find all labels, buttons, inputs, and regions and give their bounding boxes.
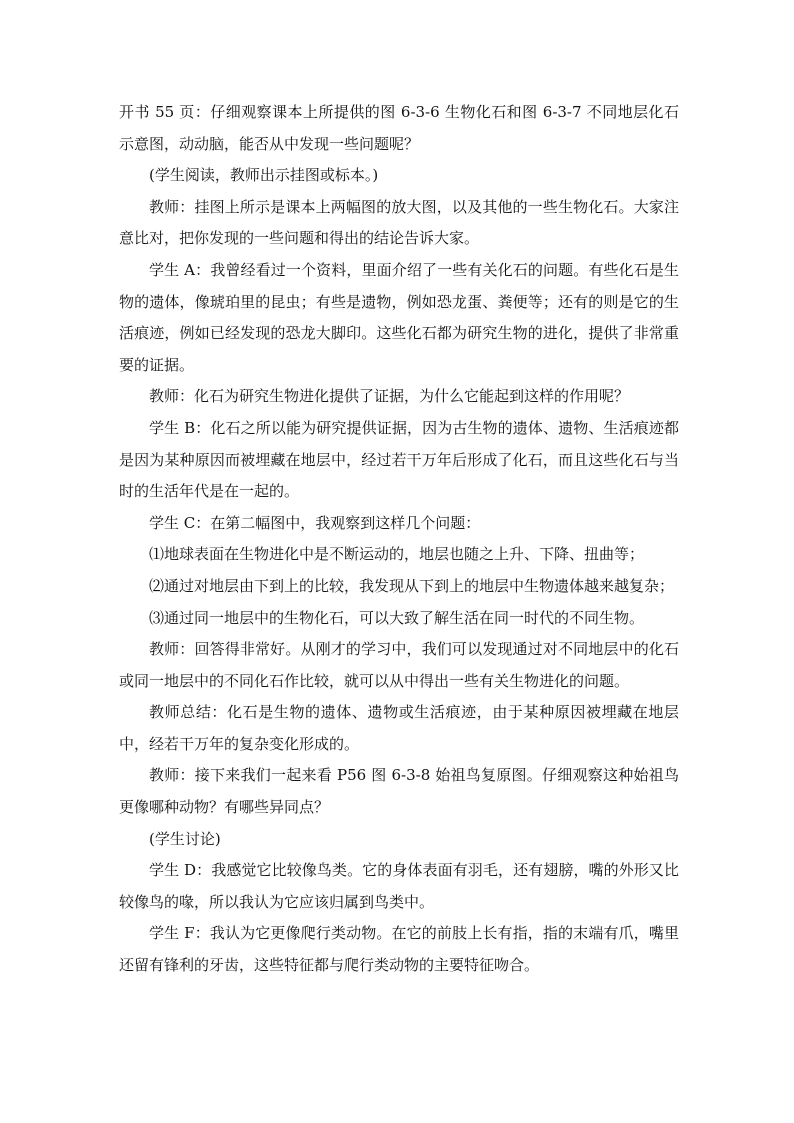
paragraph-student-c: 学生 C：在第二幅图中，我观察到这样几个问题： <box>149 513 481 532</box>
paragraph-teacher-praise: 教师：回答得非常好。从刚才的学习中，我们可以发现通过对不同地层中的化石或同一地层中的不同化石作比较，就可以从中得出一些有关生物进化的问题。 <box>119 640 679 690</box>
paragraph-student-b: 学生 B：化石之所以能为研究提供证据，因为古生物的遗体、遗物、生活痕迹都是因为某种原因而被埋藏在地层中，经过若干万年后形成了化石，而且这些化石与当时的生活年代是在一起的。 <box>119 418 679 501</box>
paragraph-student-d: 学生 D：我感觉它比较像鸟类。它的身体表面有羽毛，还有翅膀，嘴的外形又比较像鸟的喙，所以我认为它应该归属到鸟类中。 <box>119 861 679 911</box>
paragraph-teacher-question: 教师：化石为研究生物进化提供了证据，为什么它能起到这样的作用呢？ <box>149 387 630 406</box>
paragraph-teacher-summary: 教师总结：化石是生物的遗体、遗物或生活痕迹，由于某种原因被埋藏在地层中，经若干万年的复杂变化形成的。 <box>119 703 679 753</box>
paragraph-intro: 开书 55 页：仔细观察课本上所提供的图 6-3-6 生物化石和图 6-3-7 不同地层化石示意图，动动脑，能否从中发现一些问题呢？ <box>119 103 679 153</box>
paragraph-student-a: 学生 A：我曾经看过一个资料，里面介绍了一些有关化石的问题。有些化石是生物的遗体，像琥珀里的昆虫；有些是遗物，例如恐龙蛋、粪便等；还有的则是它的生活痕迹，例如已经发现的恐龙大脚印。这些化石都为研究生物的进化，提供了非常重要的证据。 <box>119 260 679 374</box>
paragraph-teacher-archaeopteryx: 教师：接下来我们一起来看 P56 图 6-3-8 始祖鸟复原图。仔细观察这种始祖鸟更像哪种动物？有哪些异同点？ <box>119 766 679 817</box>
paragraph-student-reading-note: (学生阅读，教师出示挂图或标本。) <box>149 166 379 185</box>
document-body <box>119 97 679 982</box>
paragraph-teacher-chart: 教师：挂图上所示是课本上两幅图的放大图，以及其他的一些生物化石。大家注意比对，把你发现的一些问题和得出的结论告诉大家。 <box>119 197 679 248</box>
paragraph-student-discussion-note: (学生讨论) <box>149 829 221 848</box>
paragraph-point-1: ⑴地球表面在生物进化中是不断运动的，地层也随之上升、下降、扭曲等； <box>149 545 645 564</box>
paragraph-point-2: ⑵通过对地层由下到上的比较，我发现从下到上的地层中生物遗体越来越复杂； <box>149 576 675 595</box>
paragraph-point-3: ⑶通过同一地层中的生物化石，可以大致了解生活在同一时代的不同生物。 <box>149 608 645 627</box>
paragraph-student-f: 学生 F：我认为它更像爬行类动物。在它的前肢上长有指，指的末端有爪，嘴里还留有锋利的牙齿，这些特征都与爬行类动物的主要特征吻合。 <box>119 924 679 975</box>
